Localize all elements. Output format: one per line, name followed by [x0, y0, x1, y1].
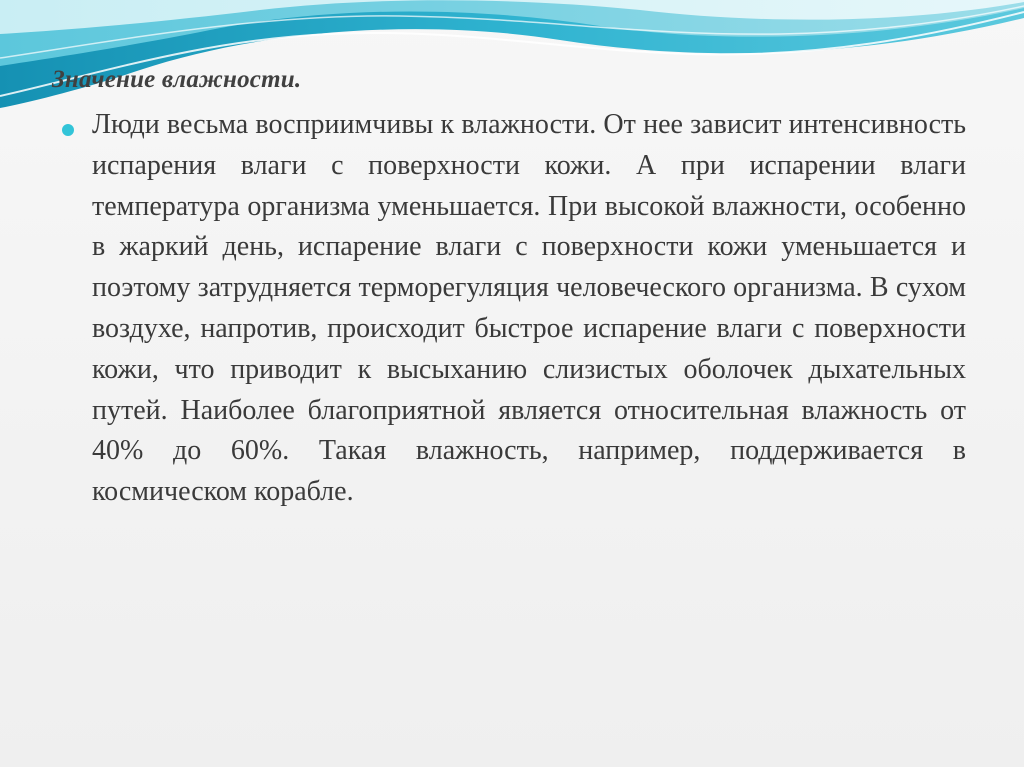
body-paragraph: Люди весьма восприимчивы к влажности. От нее зависит интенсивность испарения влаги с поверхности кожи. А при испарении влаги температура организма уменьшается. При высокой влажности, особенно в жаркий день, испарение влаги с поверхности кожи уменьшается и поэтому затрудняется терморегуляция человеческого организма. В сухом воздухе, напротив, происходит быстрое испарение влаги с поверхности кожи, что приводит к высыханию слизистых оболочек дыхательных путей. Наиболее благоприятной является относительная влажность от 40% до 60%. Такая влажность, например, поддерживается в космическом корабле.: [92, 109, 966, 508]
bullet-icon: [62, 124, 74, 136]
slide-body: [62, 105, 966, 513]
slide-title: Значение влажности.: [52, 66, 302, 93]
